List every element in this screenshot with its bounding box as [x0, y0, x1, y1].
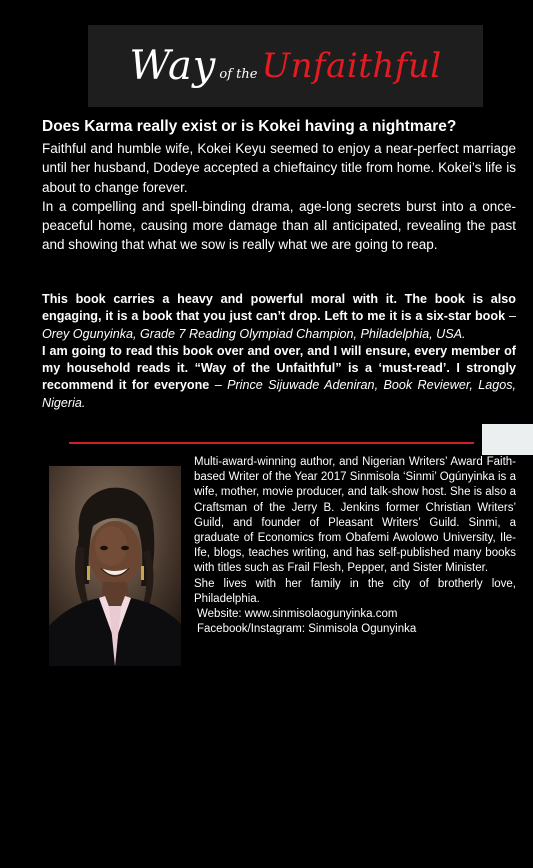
synopsis-paragraph: In a compelling and spell-binding drama, age-long secrets burst into a once-peaceful home, causing more damage than all anticipated, revealing the past and showing that what we sow is really what we are going to reap. — [42, 198, 516, 253]
synopsis — [42, 139, 516, 255]
review — [42, 343, 516, 412]
bio-paragraph: Multi-award-winning author, and Nigerian Writers’ Award Faith-based Writer of the Year 2017 Sinmisola ‘Sinmi’ Ogúnyinka is a wife, mother, movie producer, and talk-show host. She is also a Craftsman of the Jerry B. Jenkins former Christian Writers’ Guild, and founder of Pleasant Writers’ Guild. Sinmi, a graduate of Economics from Obafemi Awolowo University, Ile-Ife, blogs, teaches writing, and has self-published many books with titles such as Frail Flesh, Pepper, and Sister Minister. — [194, 456, 516, 575]
website-line: Website: www.sinmisolaogunyinka.com — [197, 608, 398, 621]
headline: Does Karma really exist or is Kokei having a nightmare? — [42, 118, 457, 135]
cover-title-banner — [88, 25, 483, 107]
social-line: Facebook/Instagram: Sinmisola Ogunyinka — [197, 623, 417, 636]
synopsis-paragraph: Faithful and humble wife, Kokei Keyu seemed to enjoy a near-perfect marriage until her husband, Dodeye accepted a chieftaincy title from home. Kokei’s life is about to change forever. — [42, 141, 516, 195]
title-word-unfaithful: Unfaithful — [261, 46, 442, 86]
title-word-of-the: of the — [219, 66, 258, 82]
red-divider — [69, 442, 474, 444]
review — [42, 291, 516, 343]
title-word-way: Way — [129, 43, 217, 89]
author-photo — [49, 466, 181, 666]
review-attribution: – Orey Ogunyinka, Grade 7 Reading Olympiad Champion, Philadelphia, USA. — [42, 309, 516, 341]
review-quote: This book carries a heavy and powerful moral with it. The book is also engaging, it is a book that you just can’t drop. Left to me it is a six-star book — [42, 292, 516, 324]
author-bio — [194, 455, 516, 637]
review-quote: I am going to read this book over and over, and I will ensure, every member of my household reads it. “Way of the Unfaithful” is a ‘must-read’. I strongly recommend it for everyone — [42, 343, 516, 393]
reviews — [42, 291, 516, 412]
bio-paragraph: She lives with her family in the city of brotherly love, Philadelphia. — [194, 577, 516, 605]
author-portrait-image — [49, 466, 181, 666]
grey-tab — [482, 424, 533, 455]
review-attribution: – Prince Sijuwade Adeniran, Book Reviewer, Lagos, Nigeria. — [42, 378, 517, 410]
